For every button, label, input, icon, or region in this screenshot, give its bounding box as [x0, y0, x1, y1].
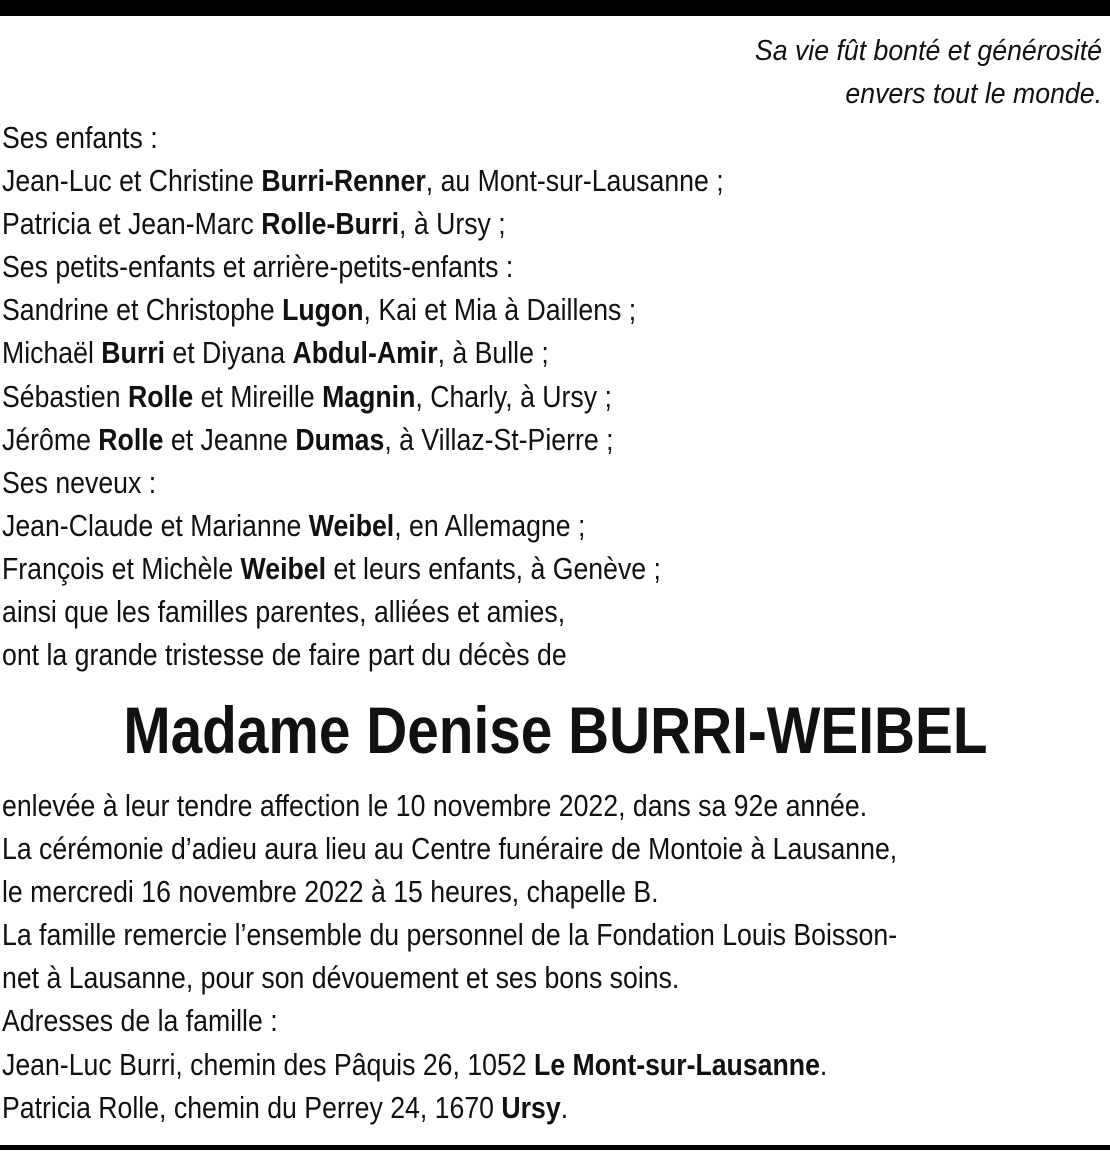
bottom-rule: [0, 1145, 1110, 1150]
deceased-name-text: Madame Denise BURRI-WEIBEL: [122, 693, 988, 767]
family-line: [2, 245, 1034, 288]
line-text: La famille remercie l’ensemble du personnel de la Fondation Louis Boisson-: [2, 917, 898, 953]
motto-line: Sa vie fût bonté et générosité: [754, 35, 1102, 67]
line-text: et Diyana: [164, 335, 293, 371]
family-line: [2, 202, 1034, 245]
line-text: net à Lausanne, pour son dévouement et ses bons soins.: [2, 960, 680, 996]
line-text: Patricia Rolle, chemin du Perrey 24, 1670: [2, 1089, 502, 1125]
line-text: Jean-Luc et Christine: [2, 163, 262, 199]
detail-line: [2, 999, 1034, 1042]
surname-text: Magnin: [322, 378, 416, 414]
family-line: [2, 159, 1034, 202]
surname-text: Lugon: [282, 292, 364, 328]
surname-text: Rolle: [98, 421, 164, 457]
line-text: Patricia et Jean-Marc: [2, 206, 262, 242]
ceremony-details: [2, 784, 1034, 1129]
line-text: Jean-Claude et Marianne: [2, 507, 309, 543]
top-rule: [0, 0, 1110, 16]
line-text: Michaël: [2, 335, 102, 371]
line-text: ainsi que les familles parentes, alliées et amies,: [2, 594, 566, 630]
family-line: [2, 461, 1034, 504]
family-line: [2, 590, 1034, 633]
detail-line: [2, 913, 1034, 956]
surname-text: Dumas: [295, 421, 385, 457]
line-text: Jérôme: [2, 421, 99, 457]
detail-line: [2, 827, 1034, 870]
motto: [458, 30, 1102, 116]
line-text: Ses petits-enfants et arrière-petits-enfants :: [2, 249, 514, 285]
family-line: [2, 116, 1034, 159]
surname-text: Rolle: [127, 378, 194, 414]
surname-text: Abdul-Amir: [292, 335, 438, 371]
detail-line: [2, 1043, 1034, 1086]
line-text: , Charly, à Ursy ;: [415, 378, 612, 414]
surname-text: Burri-Renner: [261, 163, 426, 199]
line-text: , Kai et Mia à Daillens ;: [363, 292, 637, 328]
line-text: .: [560, 1089, 569, 1125]
family-line: [2, 331, 1034, 374]
detail-line: [2, 784, 1034, 827]
line-text: , à Villaz-St-Pierre ;: [384, 421, 614, 457]
family-line: [2, 504, 1034, 547]
line-text: Ses neveux :: [2, 464, 157, 500]
surname-text: Ursy: [501, 1089, 561, 1125]
line-text: et Jeanne: [163, 421, 296, 457]
line-text: .: [819, 1046, 828, 1082]
family-line: [2, 375, 1034, 418]
family-line: [2, 633, 1034, 676]
line-text: Sandrine et Christophe: [2, 292, 283, 328]
line-text: François et Michèle: [2, 550, 241, 586]
line-text: et leurs enfants, à Genève ;: [325, 550, 661, 586]
family-line: [2, 547, 1034, 590]
line-text: , à Bulle ;: [437, 335, 549, 371]
line-text: , à Ursy ;: [399, 206, 506, 242]
line-text: Jean-Luc Burri, chemin des Pâquis 26, 1052: [2, 1046, 535, 1082]
detail-line: [2, 1086, 1034, 1129]
surname-text: Weibel: [308, 507, 395, 543]
line-text: enlevée à leur tendre affection le 10 novembre 2022, dans sa 92e année.: [2, 788, 868, 823]
surname-text: Weibel: [240, 550, 326, 586]
surname-text: Burri: [101, 335, 165, 371]
motto-line: envers tout le monde.: [845, 78, 1102, 110]
detail-line: [2, 870, 1034, 913]
detail-line: [2, 956, 1034, 999]
line-text: , en Allemagne ;: [394, 507, 586, 543]
family-line: [2, 288, 1034, 331]
deceased-name: [0, 690, 1110, 770]
line-text: le mercredi 16 novembre 2022 à 15 heures, chapelle B.: [2, 874, 659, 910]
line-text: Ses enfants :: [2, 120, 158, 155]
line-text: Adresses de la famille :: [2, 1003, 278, 1039]
line-text: Sébastien: [2, 378, 128, 414]
line-text: La cérémonie d’adieu aura lieu au Centre funéraire de Montoie à Lausanne,: [2, 831, 898, 867]
family-line: [2, 418, 1034, 461]
line-text: et Mireille: [193, 378, 323, 414]
line-text: , au Mont-sur-Lausanne ;: [425, 163, 724, 199]
line-text: ont la grande tristesse de faire part du décès de: [2, 637, 567, 673]
surname-text: Le Mont-sur-Lausanne: [534, 1046, 820, 1082]
family-list: [2, 116, 1034, 676]
surname-text: Rolle-Burri: [261, 206, 400, 242]
